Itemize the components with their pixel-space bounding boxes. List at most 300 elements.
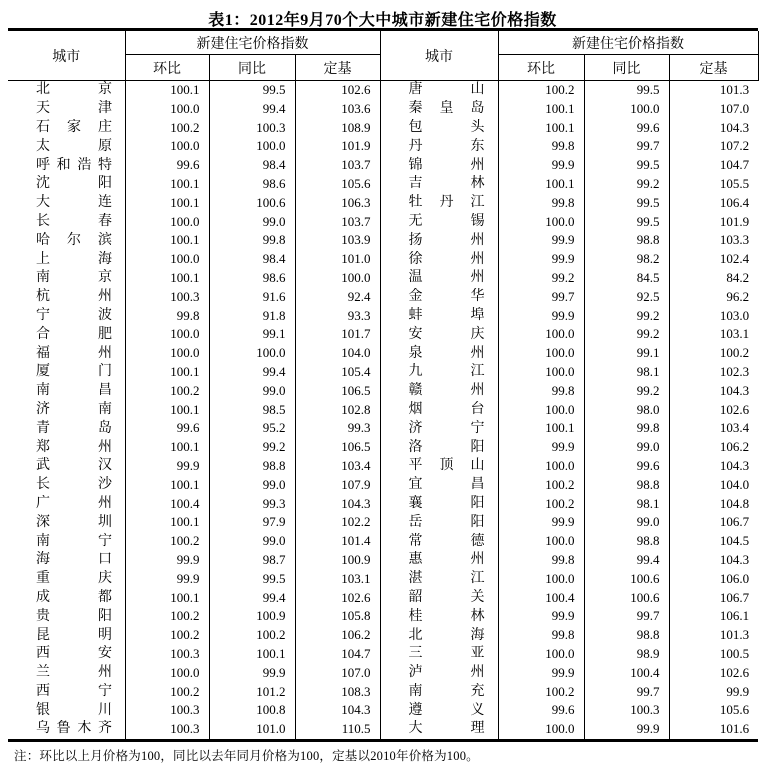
city-cell (380, 156, 498, 175)
table-row (8, 495, 758, 514)
city-name: 郑州 (36, 439, 112, 455)
city-cell (8, 156, 125, 175)
mom-cell: 100.1 (125, 401, 209, 420)
city-cell (8, 325, 125, 344)
city-name: 太原 (36, 138, 112, 154)
yoy-cell: 98.2 (584, 250, 669, 269)
city-cell (8, 645, 125, 664)
yoy-cell: 100.8 (209, 701, 295, 720)
base-cell: 103.4 (295, 457, 380, 476)
base-cell: 104.3 (295, 701, 380, 720)
mom-cell: 100.3 (125, 645, 209, 664)
column-header-yoy-right: 同比 (584, 55, 669, 81)
yoy-cell: 99.5 (209, 570, 295, 589)
table-row (8, 626, 758, 645)
city-name: 常德 (408, 533, 485, 549)
mom-cell: 100.4 (498, 589, 584, 608)
city-cell (8, 551, 125, 570)
yoy-cell: 99.2 (584, 382, 669, 401)
table-row (8, 175, 758, 194)
city-cell (8, 119, 125, 138)
mom-cell: 100.1 (498, 175, 584, 194)
city-name: 大理 (408, 721, 485, 737)
yoy-cell: 100.0 (209, 137, 295, 156)
mom-cell: 99.9 (125, 551, 209, 570)
yoy-cell: 99.5 (209, 81, 295, 100)
base-cell: 103.9 (295, 231, 380, 250)
table-row (8, 476, 758, 495)
table-row (8, 194, 758, 213)
mom-cell: 99.7 (498, 288, 584, 307)
city-name: 包头 (408, 119, 485, 135)
mom-cell: 99.8 (498, 626, 584, 645)
base-cell: 106.7 (719, 589, 750, 605)
base-cell: 103.1 (295, 570, 380, 589)
yoy-cell: 99.4 (209, 589, 295, 608)
city-cell (8, 438, 125, 457)
table-row (8, 683, 758, 702)
table-row (8, 156, 758, 175)
yoy-cell: 99.1 (584, 344, 669, 363)
city-cell (8, 269, 125, 288)
city-cell (380, 589, 498, 608)
city-cell (380, 288, 498, 307)
city-cell (380, 213, 498, 232)
yoy-cell: 99.8 (584, 419, 669, 438)
city-name: 牡丹江 (408, 195, 485, 211)
city-name: 石家庄 (36, 119, 112, 135)
yoy-cell: 99.0 (209, 532, 295, 551)
yoy-cell: 99.5 (584, 194, 669, 213)
base-cell: 106.0 (719, 570, 750, 586)
mom-cell: 99.8 (498, 382, 584, 401)
mom-cell: 99.6 (125, 419, 209, 438)
city-cell (380, 419, 498, 438)
yoy-cell: 98.7 (209, 551, 295, 570)
city-cell (8, 457, 125, 476)
yoy-cell: 100.3 (209, 119, 295, 138)
group-header-index-right: 新建住宅价格指数 (498, 31, 758, 55)
base-cell: 106.5 (295, 438, 380, 457)
city-cell (8, 100, 125, 119)
mom-cell: 99.9 (498, 607, 584, 626)
base-cell: 107.0 (719, 100, 750, 116)
table-row (8, 213, 758, 232)
mom-cell: 99.8 (125, 307, 209, 326)
base-cell: 101.9 (719, 213, 750, 229)
yoy-cell: 99.0 (209, 382, 295, 401)
city-name: 海口 (36, 552, 112, 568)
city-cell (8, 175, 125, 194)
mom-cell: 100.0 (498, 213, 584, 232)
table-row (8, 551, 758, 570)
yoy-cell: 100.0 (584, 100, 669, 119)
yoy-cell: 84.5 (584, 269, 669, 288)
base-cell: 102.6 (719, 401, 750, 417)
yoy-cell: 99.7 (584, 607, 669, 626)
city-cell (380, 551, 498, 570)
city-name: 乌鲁木齐 (36, 721, 112, 737)
base-cell: 102.3 (719, 363, 750, 379)
mom-cell: 99.9 (498, 231, 584, 250)
yoy-cell: 99.7 (584, 683, 669, 702)
base-cell: 104.5 (719, 533, 750, 549)
yoy-cell: 101.0 (209, 720, 295, 739)
mom-cell: 100.1 (125, 589, 209, 608)
base-cell: 100.5 (719, 645, 750, 661)
table-row (8, 720, 758, 739)
mom-cell: 100.1 (125, 231, 209, 250)
city-name: 泸州 (408, 665, 485, 681)
mom-cell: 100.0 (498, 532, 584, 551)
mom-cell: 100.1 (125, 175, 209, 194)
table-row (8, 269, 758, 288)
city-cell (380, 307, 498, 326)
city-cell (380, 607, 498, 626)
base-cell: 92.4 (295, 288, 380, 307)
city-cell (380, 231, 498, 250)
column-header-mom-right: 环比 (498, 55, 584, 81)
city-cell (380, 382, 498, 401)
yoy-cell: 99.4 (584, 551, 669, 570)
yoy-cell: 99.4 (209, 100, 295, 119)
column-header-mom-left: 环比 (125, 55, 209, 81)
city-name: 扬州 (408, 232, 485, 248)
city-name: 昆明 (36, 627, 112, 643)
mom-cell: 99.8 (498, 194, 584, 213)
base-cell: 105.6 (295, 175, 380, 194)
city-cell (380, 325, 498, 344)
city-name: 天津 (36, 101, 112, 117)
city-name: 南京 (36, 270, 112, 286)
city-cell (380, 250, 498, 269)
city-name: 重庆 (36, 571, 112, 587)
base-cell: 107.9 (295, 476, 380, 495)
yoy-cell: 98.8 (209, 457, 295, 476)
base-cell: 106.5 (295, 382, 380, 401)
city-name: 岳阳 (408, 514, 485, 530)
city-name: 九江 (408, 364, 485, 380)
table-row (8, 344, 758, 363)
city-name: 丹东 (408, 138, 485, 154)
base-cell: 104.3 (719, 551, 750, 567)
city-cell (380, 683, 498, 702)
city-cell (8, 513, 125, 532)
city-cell (380, 701, 498, 720)
mom-cell: 100.4 (125, 495, 209, 514)
mom-cell: 100.0 (125, 250, 209, 269)
yoy-cell: 91.6 (209, 288, 295, 307)
mom-cell: 100.2 (125, 607, 209, 626)
base-cell: 104.3 (719, 382, 750, 398)
mom-cell: 100.1 (125, 476, 209, 495)
mom-cell: 100.0 (125, 213, 209, 232)
mom-cell: 99.6 (125, 156, 209, 175)
table-row (8, 137, 758, 156)
yoy-cell: 99.5 (584, 213, 669, 232)
city-name: 广州 (36, 495, 112, 511)
base-cell: 106.7 (719, 514, 750, 530)
base-cell: 104.7 (295, 645, 380, 664)
city-name: 韶关 (408, 589, 485, 605)
yoy-cell: 98.8 (584, 626, 669, 645)
city-name: 徐州 (408, 251, 485, 267)
city-cell (8, 626, 125, 645)
base-cell: 108.3 (295, 683, 380, 702)
city-name: 桂林 (408, 608, 485, 624)
base-cell: 104.8 (719, 495, 750, 511)
city-name: 深圳 (36, 514, 112, 530)
city-name: 唐山 (408, 82, 485, 98)
city-cell (8, 401, 125, 420)
mom-cell: 100.0 (125, 100, 209, 119)
yoy-cell: 100.0 (209, 344, 295, 363)
city-name: 烟台 (408, 401, 485, 417)
base-cell: 102.8 (295, 401, 380, 420)
base-cell: 103.0 (719, 307, 750, 323)
yoy-cell: 92.5 (584, 288, 669, 307)
base-cell: 105.5 (719, 175, 750, 191)
yoy-cell: 100.2 (209, 626, 295, 645)
base-cell: 104.3 (719, 119, 750, 135)
table-row (8, 307, 758, 326)
yoy-cell: 99.0 (209, 213, 295, 232)
mom-cell: 100.2 (498, 683, 584, 702)
column-header-base-left: 定基 (295, 55, 380, 81)
base-cell: 105.6 (719, 702, 750, 718)
city-cell (380, 100, 498, 119)
city-name: 西宁 (36, 683, 112, 699)
city-name: 杭州 (36, 289, 112, 305)
city-name: 上海 (36, 251, 112, 267)
yoy-cell: 98.0 (584, 401, 669, 420)
city-cell (380, 137, 498, 156)
yoy-cell: 99.6 (584, 119, 669, 138)
city-cell (380, 645, 498, 664)
yoy-cell: 99.4 (209, 363, 295, 382)
city-cell (380, 476, 498, 495)
mom-cell: 99.9 (498, 156, 584, 175)
yoy-cell: 98.1 (584, 363, 669, 382)
table-row (8, 363, 758, 382)
table-row (8, 325, 758, 344)
mom-cell: 100.1 (125, 269, 209, 288)
base-cell: 106.3 (295, 194, 380, 213)
yoy-cell: 99.8 (209, 231, 295, 250)
city-cell (8, 419, 125, 438)
mom-cell: 100.1 (125, 194, 209, 213)
base-cell: 102.4 (719, 251, 750, 267)
yoy-cell: 98.9 (584, 645, 669, 664)
yoy-cell: 100.6 (584, 570, 669, 589)
city-name: 哈尔滨 (36, 232, 112, 248)
city-name: 长沙 (36, 477, 112, 493)
base-cell: 102.6 (719, 664, 750, 680)
mom-cell: 99.9 (498, 307, 584, 326)
city-name: 呼和浩特 (36, 157, 112, 173)
city-name: 北京 (36, 82, 112, 98)
base-cell: 93.3 (295, 307, 380, 326)
city-name: 银川 (36, 702, 112, 718)
city-cell (380, 438, 498, 457)
city-cell (380, 81, 498, 100)
city-name: 兰州 (36, 665, 112, 681)
base-cell: 104.0 (719, 476, 750, 492)
city-name: 成都 (36, 589, 112, 605)
footnote: 注：环比以上月价格为100，同比以去年同月价格为100，定基以2010年价格为100。 (14, 748, 479, 763)
mom-cell: 100.1 (125, 81, 209, 100)
mom-cell: 99.2 (498, 269, 584, 288)
base-cell: 103.7 (295, 213, 380, 232)
yoy-cell: 99.7 (584, 137, 669, 156)
city-cell (8, 532, 125, 551)
base-cell: 104.7 (719, 157, 750, 173)
table-row (8, 513, 758, 532)
city-cell (380, 363, 498, 382)
yoy-cell: 97.9 (209, 513, 295, 532)
yoy-cell: 100.1 (209, 645, 295, 664)
city-name: 长春 (36, 213, 112, 229)
mom-cell: 99.8 (498, 137, 584, 156)
base-cell: 101.6 (719, 721, 750, 737)
city-name: 武汉 (36, 458, 112, 474)
city-name: 北海 (408, 627, 485, 643)
city-cell (8, 137, 125, 156)
mom-cell: 100.1 (498, 119, 584, 138)
yoy-cell: 100.6 (584, 589, 669, 608)
city-name: 三亚 (408, 646, 485, 662)
mom-cell: 100.1 (498, 100, 584, 119)
city-cell (8, 589, 125, 608)
mom-cell: 100.1 (125, 363, 209, 382)
mom-cell: 100.0 (498, 401, 584, 420)
mom-cell: 100.0 (498, 720, 584, 739)
city-cell (8, 194, 125, 213)
city-name: 金华 (408, 289, 485, 305)
base-cell: 101.3 (719, 82, 750, 97)
city-name: 南昌 (36, 383, 112, 399)
yoy-cell: 100.3 (584, 701, 669, 720)
yoy-cell: 99.2 (584, 325, 669, 344)
yoy-cell: 99.0 (584, 513, 669, 532)
city-cell (8, 288, 125, 307)
city-name: 温州 (408, 270, 485, 286)
city-name: 湛江 (408, 571, 485, 587)
city-cell (380, 175, 498, 194)
column-header-base-right: 定基 (669, 55, 758, 81)
city-cell (8, 570, 125, 589)
yoy-cell: 100.6 (209, 194, 295, 213)
yoy-cell: 98.4 (209, 250, 295, 269)
city-cell (8, 664, 125, 683)
table-header (8, 31, 758, 81)
city-cell (380, 344, 498, 363)
mom-cell: 100.0 (125, 137, 209, 156)
city-cell (8, 213, 125, 232)
city-name: 大连 (36, 195, 112, 211)
table-row (8, 419, 758, 438)
table-row (8, 81, 758, 100)
mom-cell: 100.2 (498, 495, 584, 514)
city-name: 惠州 (408, 552, 485, 568)
base-cell: 84.2 (726, 269, 750, 285)
mom-cell: 100.0 (125, 325, 209, 344)
base-cell: 105.8 (295, 607, 380, 626)
base-cell: 103.1 (719, 326, 750, 342)
table-row (8, 438, 758, 457)
yoy-cell: 99.0 (209, 476, 295, 495)
mom-cell: 99.8 (498, 551, 584, 570)
base-cell: 106.2 (295, 626, 380, 645)
city-name: 洛阳 (408, 439, 485, 455)
mom-cell: 99.9 (498, 513, 584, 532)
yoy-cell: 99.6 (584, 457, 669, 476)
base-cell: 100.2 (719, 345, 750, 361)
city-cell (8, 495, 125, 514)
mom-cell: 100.2 (498, 81, 584, 100)
city-name: 安庆 (408, 326, 485, 342)
base-cell: 99.9 (726, 683, 750, 699)
city-name: 西安 (36, 646, 112, 662)
base-cell: 105.4 (295, 363, 380, 382)
base-cell: 110.5 (295, 720, 380, 739)
city-cell (380, 119, 498, 138)
city-name: 厦门 (36, 364, 112, 380)
base-cell: 106.2 (719, 439, 750, 455)
mom-cell: 100.0 (125, 664, 209, 683)
city-name: 合肥 (36, 326, 112, 342)
mom-cell: 99.9 (125, 570, 209, 589)
table-row (8, 231, 758, 250)
yoy-cell: 101.2 (209, 683, 295, 702)
base-cell: 101.4 (295, 532, 380, 551)
base-cell: 101.7 (295, 325, 380, 344)
city-cell (380, 194, 498, 213)
city-name: 宜昌 (408, 477, 485, 493)
table-row (8, 382, 758, 401)
mom-cell: 100.0 (125, 344, 209, 363)
yoy-cell: 98.4 (209, 156, 295, 175)
mom-cell: 99.9 (498, 438, 584, 457)
table-row (8, 100, 758, 119)
mom-cell: 100.0 (498, 363, 584, 382)
city-name: 赣州 (408, 383, 485, 399)
price-index-table (8, 31, 759, 739)
mom-cell: 99.6 (498, 701, 584, 720)
city-name: 青岛 (36, 420, 112, 436)
city-name: 秦皇岛 (408, 101, 485, 117)
yoy-cell: 99.5 (584, 81, 669, 100)
base-cell: 106.4 (719, 194, 750, 210)
table-row (8, 250, 758, 269)
yoy-cell: 98.8 (584, 476, 669, 495)
city-cell (8, 231, 125, 250)
mom-cell: 100.1 (125, 438, 209, 457)
mom-cell: 100.2 (125, 119, 209, 138)
base-cell: 101.3 (719, 627, 750, 643)
mom-cell: 100.0 (498, 570, 584, 589)
base-cell: 102.6 (295, 81, 380, 100)
column-header-city-right: 城市 (380, 31, 498, 81)
yoy-cell: 99.2 (209, 438, 295, 457)
mom-cell: 99.9 (498, 250, 584, 269)
city-cell (8, 607, 125, 626)
city-cell (380, 570, 498, 589)
mom-cell: 100.0 (498, 645, 584, 664)
city-name: 南宁 (36, 533, 112, 549)
yoy-cell: 98.8 (584, 231, 669, 250)
table-row (8, 589, 758, 608)
